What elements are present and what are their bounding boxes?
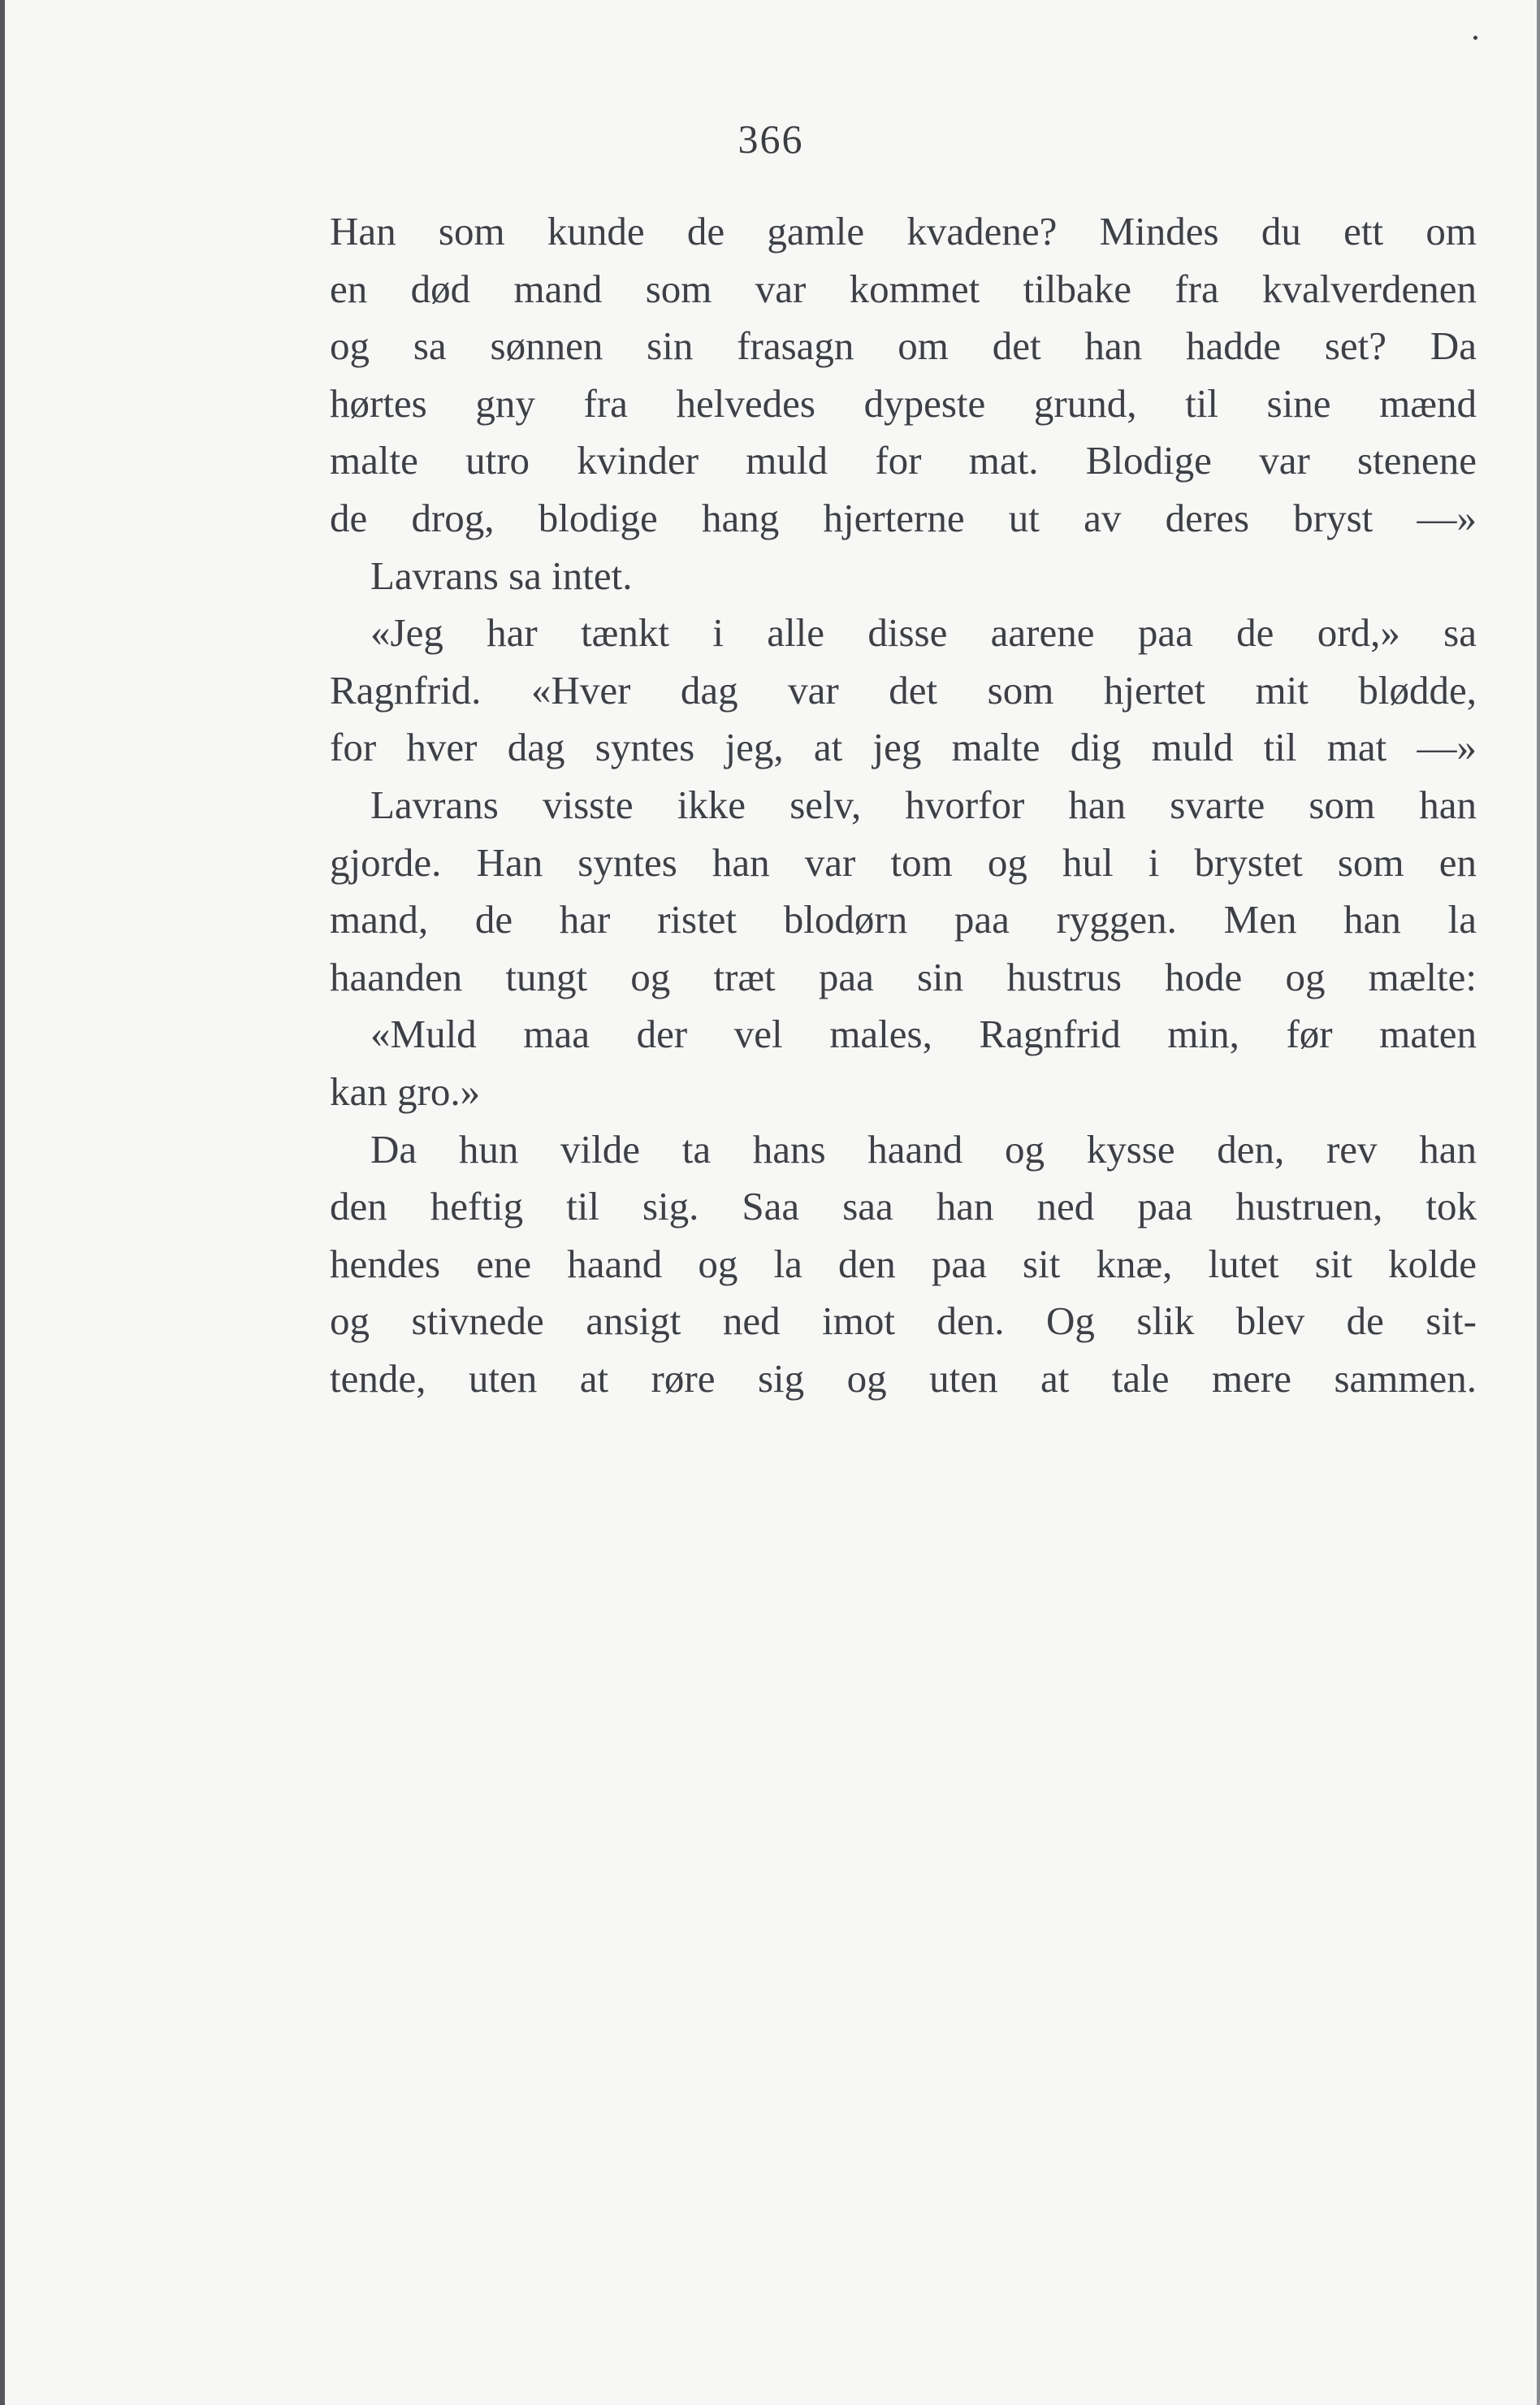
text-line: haanden tungt og træt paa sin hustrus hode og mælte: [330, 954, 1477, 999]
text-line: og stivnede ansigt ned imot den. Og slik blev de sit- [330, 1298, 1477, 1344]
text-line: Lavrans visste ikke selv, hvorfor han svarte som han [370, 782, 1477, 827]
text-line: «Jeg har tænkt i alle disse aarene paa de ord,» sa [370, 610, 1477, 656]
text-line: de drog, blodige hang hjerterne ut av deres bryst —» [330, 495, 1477, 540]
page-number: 366 [738, 116, 804, 162]
text-line: hendes ene haand og la den paa sit knæ, lutet sit kolde [330, 1241, 1477, 1286]
text-line: mand, de har ristet blodørn paa ryggen. Men han la [330, 897, 1477, 942]
text-line: Ragnfrid. «Hver dag var det som hjertet mit blødde, [330, 667, 1477, 713]
body-text [330, 203, 1477, 1407]
text-line: Lavrans sa intet. [370, 552, 633, 598]
text-line: Da hun vilde ta hans haand og kysse den, rev han [370, 1126, 1477, 1172]
text-line: hørtes gny fra helvedes dypeste grund, til sine mænd [330, 380, 1477, 426]
text-line: og sa sønnen sin frasagn om det han hadde set? Da [330, 323, 1477, 369]
text-line: malte utro kvinder muld for mat. Blodige var stenene [330, 438, 1477, 483]
text-line: kan gro.» [330, 1068, 481, 1114]
text-line: en død mand som var kommet tilbake fra kvalverdenen [330, 266, 1477, 311]
text-line: den heftig til sig. Saa saa han ned paa hustruen, tok [330, 1184, 1477, 1229]
text-line: gjorde. Han syntes han var tom og hul i brystet som en [330, 839, 1477, 885]
text-line: «Muld maa der vel males, Ragnfrid min, før maten [370, 1012, 1477, 1057]
ink-dot [1473, 36, 1477, 40]
text-line: for hver dag syntes jeg, at jeg malte dig muld til mat —» [330, 725, 1477, 770]
text-line: Han som kunde de gamle kvadene? Mindes du ett om [330, 209, 1477, 254]
text-line: tende, uten at røre sig og uten at tale mere sammen. [330, 1355, 1477, 1401]
